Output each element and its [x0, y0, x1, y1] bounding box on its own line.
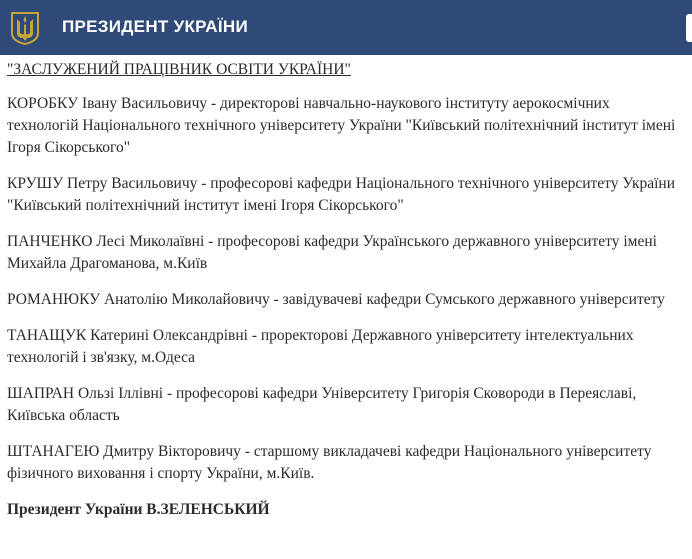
award-entry: [7, 231, 682, 275]
entry-text: Івану Васильовичу - директорові навчально-наукового інституту аерокосмічних технологій Національного технічного університету України "Київський політехнічний інститут імені Ігоря Сікорського": [7, 95, 676, 156]
entry-surname: КОРОБКУ: [7, 95, 79, 112]
trident-emblem-icon[interactable]: [10, 11, 40, 45]
entry-text: Анатолію Миколайовичу - завідувачеві кафедри Сумського державного університету: [103, 291, 665, 308]
award-title: "ЗАСЛУЖЕНИЙ ПРАЦІВНИК ОСВІТИ УКРАЇНИ": [7, 61, 351, 78]
entry-surname: РОМАНЮКУ: [7, 291, 101, 308]
entry-surname: ШТАНАГЕЮ: [7, 443, 100, 460]
entry-text: Лесі Миколаївні - професорові кафедри Українського державного університету імені Михайла Драгоманова, м.Київ: [7, 233, 657, 272]
entry-surname: ШАПРАН: [7, 385, 75, 402]
president-signature: Президент України В.ЗЕЛЕНСЬКИЙ: [7, 501, 270, 518]
award-entry: [7, 289, 682, 311]
award-entry: [7, 441, 682, 485]
entry-surname: КРУШУ: [7, 175, 64, 192]
header-scroll-edge: [686, 14, 692, 42]
award-entry: [7, 383, 682, 427]
entry-text: Петру Васильовичу - професорові кафедри Національного технічного університету України "Київський політехнічний інститут імені Ігоря Сікорського": [7, 175, 676, 214]
entry-text: Ользі Іллівні - професорові кафедри Університету Григорія Сковороди в Переяславі, Київська область: [7, 385, 637, 424]
decree-content: [7, 59, 682, 521]
entry-surname: ТАНАЩУК: [7, 327, 87, 344]
award-entry: [7, 93, 682, 159]
site-title[interactable]: ПРЕЗИДЕНТ УКРАЇНИ: [62, 17, 248, 36]
award-entry: [7, 173, 682, 217]
site-header: [0, 0, 692, 55]
entry-text: Катерині Олександрівні - проректорові Державного університету інтелектуальних технологій і зв'язку, м.Одеса: [7, 327, 634, 366]
entry-text: Дмитру Вікторовичу - старшому викладачеві кафедри Національного університету фізичного виховання і спорту України, м.Київ.: [7, 443, 652, 482]
entry-surname: ПАНЧЕНКО: [7, 233, 93, 250]
award-entry: [7, 325, 682, 369]
